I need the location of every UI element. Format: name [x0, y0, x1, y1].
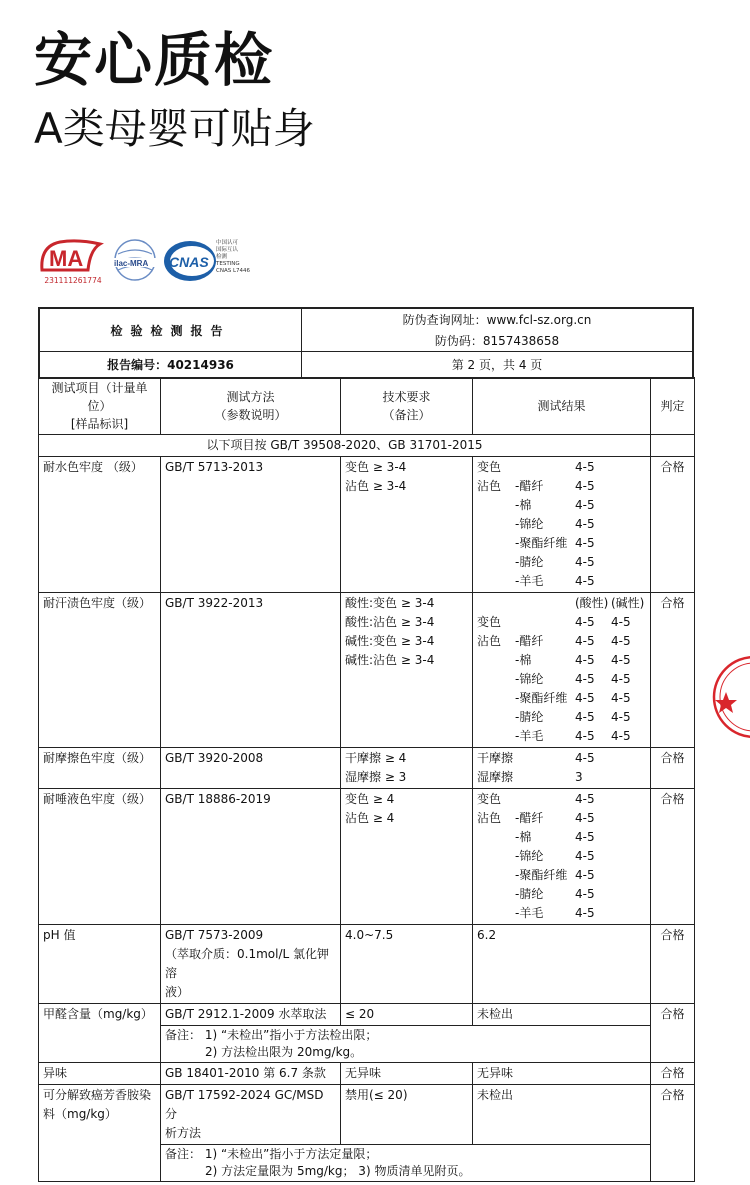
requirement: 酸性:变色 ≥ 3-4 酸性:沾色 ≥ 3-4 碱性:变色 ≥ 3-4 碱性:沾色 ≥ 3-4: [341, 593, 473, 748]
requirement: ≤ 20: [341, 1004, 473, 1026]
page-info: 第 2 页，共 4 页: [302, 352, 693, 378]
inspection-stamp: [696, 650, 750, 744]
cnas-logo: [162, 238, 222, 284]
table-row: [39, 1004, 695, 1026]
table-row: [39, 789, 695, 925]
verdict: 合格: [651, 457, 695, 593]
verdict: 合格: [651, 593, 695, 748]
requirement: 禁用(≤ 20): [341, 1085, 473, 1145]
page-title: 安心质检: [34, 26, 275, 94]
verify-code: 防伪码：8157438658: [302, 330, 693, 352]
standard-row: [39, 435, 695, 457]
report-title: 检验检测报告: [40, 309, 302, 352]
cnas-caption: 中国认可 国际互认 检测 TESTING CNAS L7446: [216, 240, 251, 274]
table-row: [39, 925, 695, 1004]
table-row: [39, 1085, 695, 1145]
ma-number: 231111261774: [44, 276, 102, 285]
table-row: [39, 748, 695, 789]
report-header: [38, 307, 694, 379]
item-name: pH 值: [39, 925, 161, 1004]
standard-text: 以下项目按 GB/T 39508-2020、GB 31701-2015: [39, 435, 651, 457]
method: GB/T 5713-2013: [161, 457, 341, 593]
verdict: 合格: [651, 925, 695, 1004]
requirement: 无异味: [341, 1063, 473, 1085]
table-row: [39, 1063, 695, 1085]
item-name: 异味: [39, 1063, 161, 1085]
report-number: 报告编号：40214936: [40, 352, 302, 378]
ma-logo: [38, 236, 106, 284]
requirement: 变色 ≥ 4 沾色 ≥ 4: [341, 789, 473, 925]
table-header-row: [39, 378, 695, 435]
test-results-table: [38, 377, 695, 1182]
result: 干摩擦 4-5 湿摩擦 3: [473, 748, 651, 789]
method: GB/T 3922-2013: [161, 593, 341, 748]
result: 未检出: [473, 1004, 651, 1026]
result: 6.2: [473, 925, 651, 1004]
table-row: [39, 593, 695, 748]
method: GB/T 18886-2019: [161, 789, 341, 925]
ilac-mra-logo: [110, 236, 160, 286]
item-name: 甲醛含量（mg/kg）: [39, 1004, 161, 1063]
result: 无异味: [473, 1063, 651, 1085]
header-result: 测试结果: [473, 378, 651, 435]
page-subtitle: A类母婴可贴身: [34, 104, 315, 153]
method: GB 18401-2010 第 6.7 条款: [161, 1063, 341, 1085]
certification-logos: [38, 236, 268, 290]
svg-text:MA: MA: [49, 246, 84, 271]
verdict: 合格: [651, 1004, 695, 1063]
header-item: 测试项目（计量单位） [样品标识]: [39, 378, 161, 435]
method: GB/T 17592-2024 GC/MSD 分 析方法: [161, 1085, 341, 1145]
method: GB/T 2912.1-2009 水萃取法: [161, 1004, 341, 1026]
table-row: [39, 457, 695, 593]
requirement: 变色 ≥ 3-4 沾色 ≥ 3-4: [341, 457, 473, 593]
header-verdict: 判定: [651, 378, 695, 435]
item-name: 可分解致癌芳香胺染料（mg/kg）: [39, 1085, 161, 1182]
item-name: 耐唾液色牢度（级）: [39, 789, 161, 925]
verify-url: 防伪查询网址：www.fcl-sz.org.cn: [302, 309, 693, 331]
method: GB/T 3920-2008: [161, 748, 341, 789]
verdict: 合格: [651, 1085, 695, 1182]
verdict: 合格: [651, 748, 695, 789]
item-name: 耐摩擦色牢度（级）: [39, 748, 161, 789]
requirement: 干摩擦 ≥ 4 湿摩擦 ≥ 3: [341, 748, 473, 789]
method: GB/T 7573-2009 （萃取介质：0.1mol/L 氯化钾溶 液）: [161, 925, 341, 1004]
result: (酸性) (碱性) 变色 4-5 4-5 沾色 -醋纤 4-5 4-5 -棉 4-5 4-5 -锦纶 4-5 4-5 -聚酯纤维 4-5 4-5 -腈纶 4-5 4-5 -羊毛 4-5 4-5: [473, 593, 651, 748]
requirement: 4.0~7.5: [341, 925, 473, 1004]
svg-text:ilac-MRA: ilac-MRA: [114, 259, 149, 268]
result: 未检出: [473, 1085, 651, 1145]
result: 变色 4-5 沾色 -醋纤 4-5 -棉 4-5 -锦纶 4-5 -聚酯纤维 4-5 -腈纶 4-5 -羊毛 4-5: [473, 457, 651, 593]
verdict: 合格: [651, 789, 695, 925]
verdict: 合格: [651, 1063, 695, 1085]
note: 备注： 1) “未检出”指小于方法定量限； 2) 方法定量限为 5mg/kg； 3) 物质清单见附页。: [161, 1145, 651, 1182]
header-method: 测试方法 （参数说明）: [161, 378, 341, 435]
result: 变色 4-5 沾色 -醋纤 4-5 -棉 4-5 -锦纶 4-5 -聚酯纤维 4-5 -腈纶 4-5 -羊毛 4-5: [473, 789, 651, 925]
item-name: 耐水色牢度 （级）: [39, 457, 161, 593]
svg-text:CNAS: CNAS: [169, 254, 209, 270]
item-name: 耐汗渍色牢度（级）: [39, 593, 161, 748]
header-requirement: 技术要求 （备注）: [341, 378, 473, 435]
note: 备注： 1) “未检出”指小于方法检出限； 2) 方法检出限为 20mg/kg。: [161, 1026, 651, 1063]
